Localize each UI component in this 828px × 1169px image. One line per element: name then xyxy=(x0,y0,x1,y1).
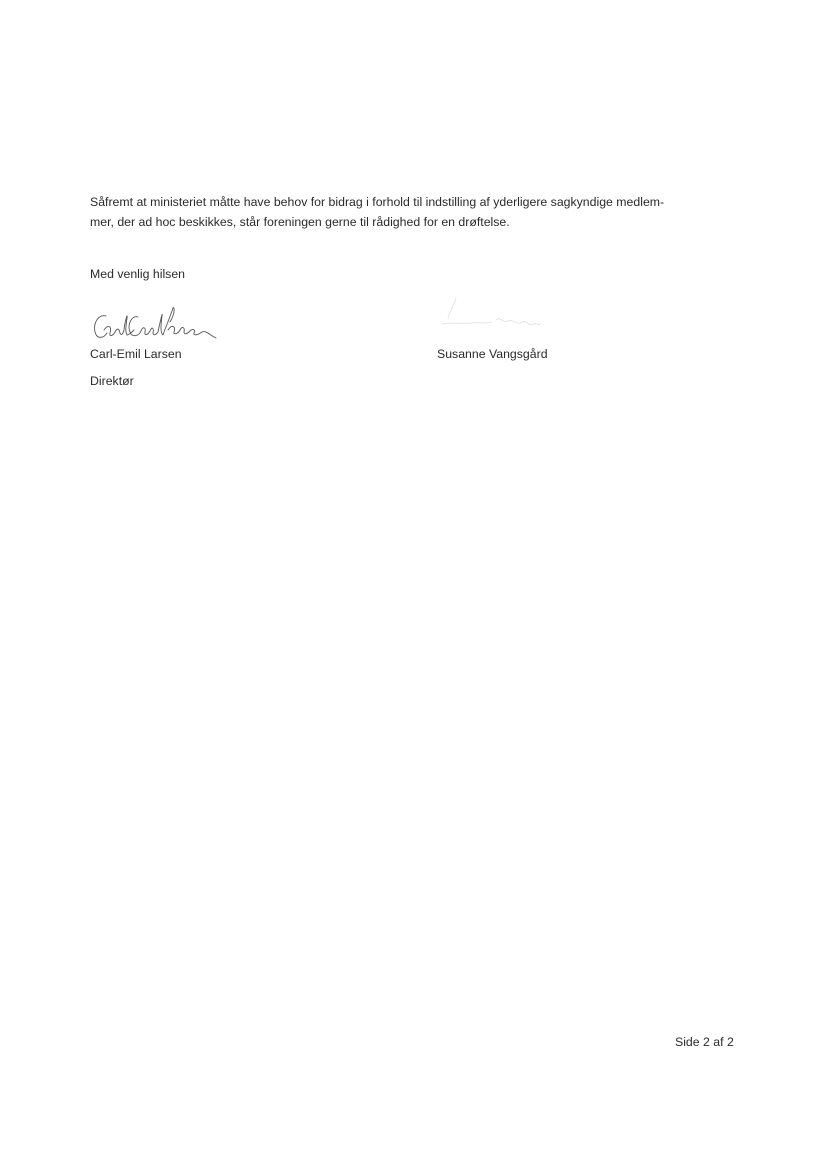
signer-name: Susanne Vangsgård xyxy=(437,347,548,361)
body-line: Såfremt at ministeriet måtte have behov for bidrag i forhold til indstilling af yderligere sagkyndige medlem- xyxy=(90,195,665,209)
page-number: Side 2 af 2 xyxy=(675,1035,734,1049)
body-line: mer, der ad hoc beskikkes, står foreningen gerne til rådighed for en drøftelse. xyxy=(90,215,510,229)
signer-name: Carl-Emil Larsen xyxy=(90,347,182,361)
body-paragraph xyxy=(90,192,730,232)
signature-susanne-vangsgard xyxy=(436,294,546,338)
signature-carl-emil-larsen xyxy=(90,300,220,346)
signer-title: Direktør xyxy=(90,374,134,388)
closing-greeting: Med venlig hilsen xyxy=(90,267,186,281)
